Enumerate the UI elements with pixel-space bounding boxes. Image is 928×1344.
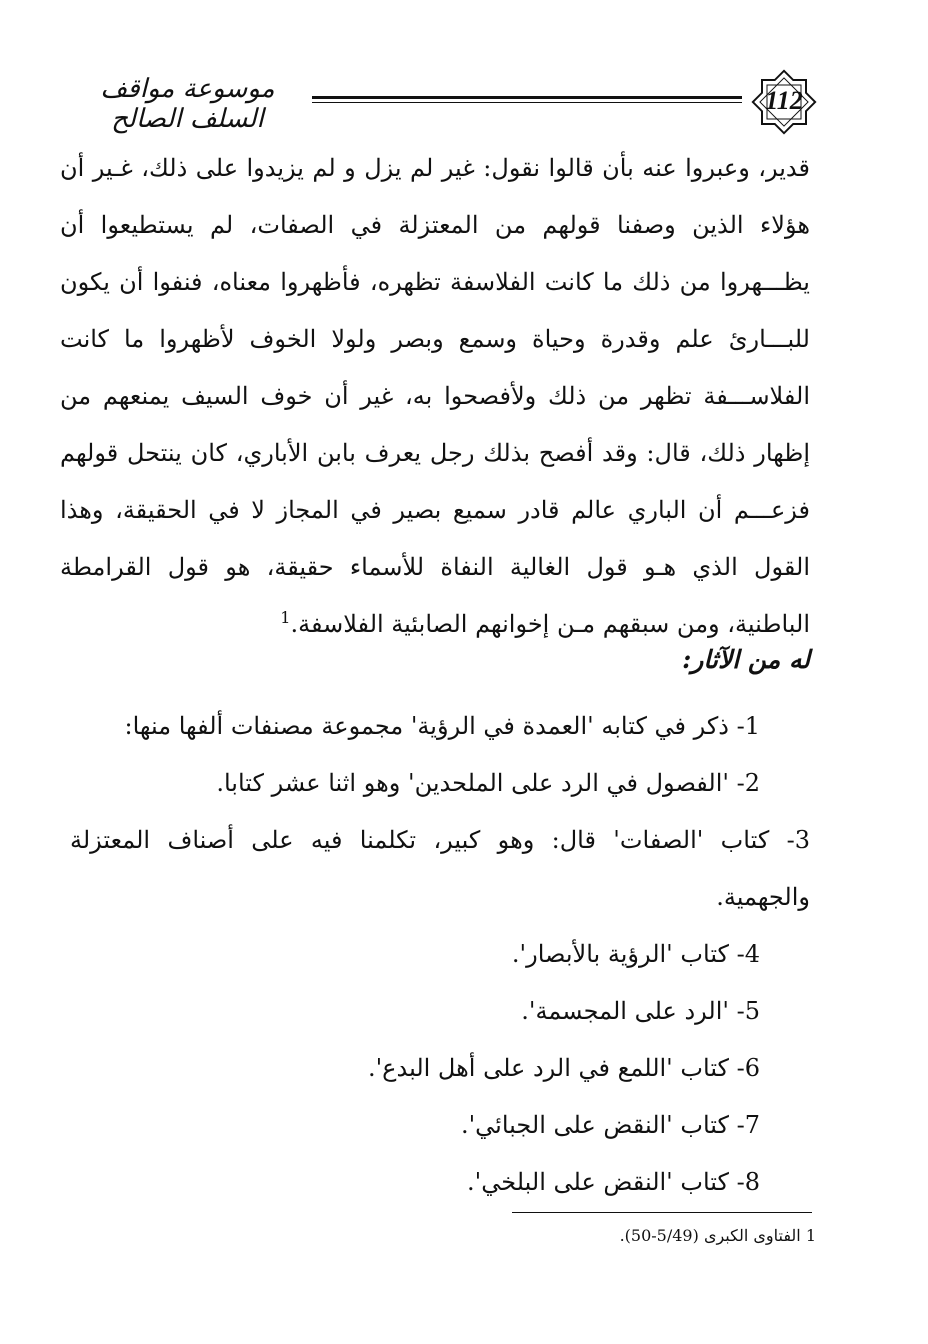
section-heading: له من الآثار: (682, 645, 810, 674)
header-rule (312, 96, 742, 99)
list-item: 7- كتاب 'النقض على الجبائي'. (460, 1111, 760, 1139)
page-header (50, 58, 820, 134)
series-title: موسوعة مواقف السلف الصالح (100, 74, 275, 134)
list-item: 2- 'الفصول في الرد على الملحدين' وهو اثنا عشر كتابا. (216, 769, 760, 797)
works-list (70, 698, 810, 1211)
main-paragraph (60, 140, 810, 653)
list-item: 4- كتاب 'الرؤية بالأبصار'. (511, 940, 760, 968)
list-item: 6- كتاب 'اللمع في الرد على أهل البدع'. (367, 1054, 760, 1082)
footnote-reference: 1 (280, 608, 291, 627)
page-number: 112 (765, 86, 803, 115)
list-item: 1- ذكر في كتابه 'العمدة في الرؤية' مجموعة مصنفات ألفها منها: (124, 712, 760, 740)
list-item: 3- كتاب 'الصفات' قال: وهو كبير، تكلمنا فيه على أصناف المعتزلة والجهمية. (70, 826, 810, 911)
page-number-badge (748, 66, 820, 138)
footnote: 1 الفتاوى الكبرى (5/49-50). (619, 1226, 816, 1245)
header-rule-thin (312, 102, 742, 103)
list-item: 8- كتاب 'النقض على البلخي'. (466, 1168, 760, 1196)
body-text (60, 140, 810, 653)
footnote-rule (512, 1212, 812, 1213)
list-item: 5- 'الرد على المجسمة'. (521, 997, 760, 1025)
paragraph-text: قدير، وعبروا عنه بأن قالوا نقول: غير لم يزل و لم يزيدوا على ذلك، غـير أن هؤلاء الذين وصفنا قولهم من المعتزلة في الصفات، لم يستطيعوا أن يظـــهروا من ذلك ما كانت الفلاسفة تظهره، فأظهروا معناه، فنفوا أن يكون للبـــارئ علم وقدرة وحياة وسمع وبصر ولولا الخوف لأظهروا ما كانت الفلاســـفة تظهر من ذلك ولأفصحوا به، غير أن خوف السيف يمنعهم من إظهار ذلك، قال: وقد أفصح بذلك رجل يعرف بابن الأباري، كان ينتحل قولهم فزعـــم أن الباري عالم قادر سميع بصير في المجاز لا في الحقيقة، وهذا القول الذي هـو قول الغالية النفاة للأسماء حقيقة، هو قول القرامطة الباطنية، ومن سبقهم مـن إخوانهم الصابئية الفلاسفة. (60, 154, 811, 638)
